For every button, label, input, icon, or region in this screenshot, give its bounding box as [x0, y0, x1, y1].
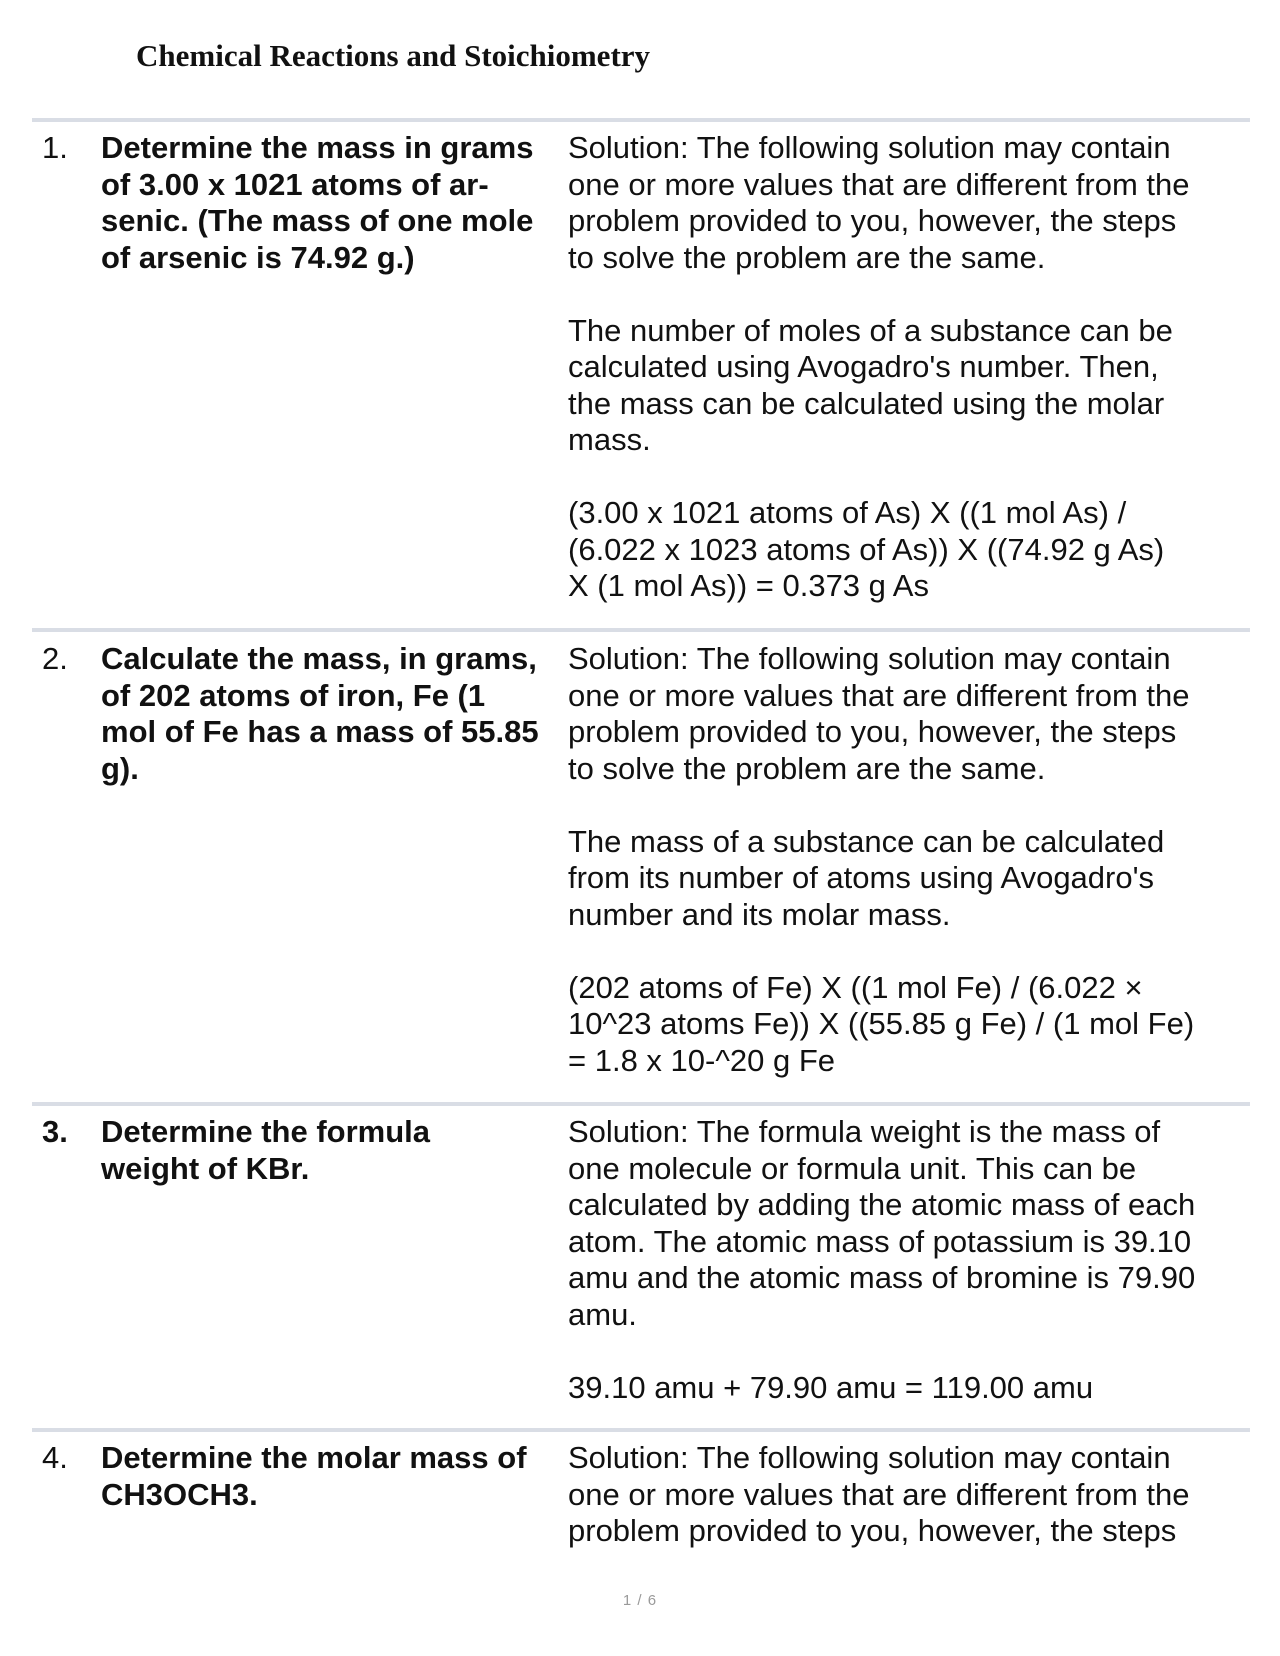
question-line: of 3.00 x 1021 atoms of ar- [101, 166, 489, 202]
question-number: 2. [42, 641, 68, 676]
question-line: of arsenic is 74.92 g.) [101, 239, 415, 275]
solution-text [568, 130, 1258, 605]
solution-paragraph [568, 130, 1258, 276]
solution-line: The mass of a substance can be calculated [568, 823, 1165, 859]
question-number: 4. [42, 1440, 68, 1475]
question-line: Determine the mass in grams [101, 130, 534, 165]
solution-line: X (1 mol As)) = 0.373 g As [568, 568, 929, 603]
question-line: Calculate the mass, in grams, [101, 641, 537, 676]
solution-line: mass. [568, 422, 651, 457]
solution-line: Solution: The following solution may contain [568, 130, 1171, 165]
solution-line: atom. The atomic mass of potassium is 39.10 [568, 1223, 1192, 1259]
question-line: senic. (The mass of one mole [101, 203, 534, 238]
solution-line: problem provided to you, however, the steps [568, 1513, 1177, 1548]
solution-line: 39.10 amu + 79.90 amu = 119.00 amu [568, 1369, 1094, 1405]
question-line: CH3OCH3. [101, 1476, 258, 1512]
solution-line: amu and the atomic mass of bromine is 79.90 [568, 1260, 1196, 1295]
solution-line: to solve the problem are the same. [568, 239, 1046, 275]
solution-line: calculated using Avogadro's number. Then, [568, 349, 1159, 384]
section-divider [32, 1102, 1250, 1106]
solution-paragraph [568, 313, 1258, 459]
solution-line: The number of moles of a substance can be [568, 312, 1173, 348]
question-line: weight of KBr. [101, 1150, 310, 1186]
solution-line: to solve the problem are the same. [568, 750, 1046, 786]
question-line: mol of Fe has a mass of 55.85 [101, 714, 539, 749]
solution-line: one molecule or formula unit. This can be [568, 1150, 1137, 1186]
solution-line: = 1.8 x 10-^20 g Fe [568, 1042, 836, 1078]
question-text [101, 130, 567, 276]
solution-line: one or more values that are different from the [568, 677, 1190, 713]
section-divider [32, 118, 1250, 122]
solution-line: Solution: The following solution may contain [568, 641, 1171, 676]
question-line: Determine the molar mass of [101, 1440, 527, 1475]
solution-line: from its number of atoms using Avogadro's [568, 860, 1155, 895]
question-text [101, 641, 567, 787]
solution-paragraph [568, 1114, 1258, 1333]
solution-paragraph [568, 1440, 1258, 1550]
solution-calculation [568, 1370, 1258, 1407]
solution-calculation [568, 970, 1258, 1080]
solution-line: one or more values that are different from the [568, 1476, 1190, 1512]
solution-line: (202 atoms of Fe) X ((1 mol Fe) / (6.022 × [568, 969, 1143, 1005]
solution-line: problem provided to you, however, the steps [568, 203, 1177, 238]
question-text [101, 1440, 567, 1513]
question-line: g). [101, 750, 139, 786]
solution-text [568, 1114, 1258, 1406]
page-indicator: 1 / 6 [622, 1592, 658, 1609]
solution-paragraph [568, 641, 1258, 787]
solution-line: number and its molar mass. [568, 896, 951, 932]
solution-line: Solution: The following solution may contain [568, 1440, 1171, 1475]
section-divider [32, 628, 1250, 632]
solution-text [568, 641, 1258, 1079]
question-number: 3. [42, 1114, 68, 1149]
solution-line: one or more values that are different from the [568, 166, 1190, 202]
solution-paragraph [568, 824, 1258, 934]
solution-text [568, 1440, 1258, 1550]
solution-line: (6.022 x 1023 atoms of As)) X ((74.92 g As) [568, 531, 1165, 567]
question-text [101, 1114, 567, 1187]
solution-line: the mass can be calculated using the molar [568, 385, 1165, 421]
solution-line: Solution: The formula weight is the mass of [568, 1114, 1161, 1149]
solution-line: calculated by adding the atomic mass of each [568, 1187, 1196, 1222]
question-line: Determine the formula [101, 1114, 431, 1149]
question-line: of 202 atoms of iron, Fe (1 [101, 677, 486, 713]
solution-calculation [568, 495, 1258, 605]
solution-line: problem provided to you, however, the steps [568, 714, 1177, 749]
solution-line: 10^23 atoms Fe)) X ((55.85 g Fe) / (1 mol Fe) [568, 1006, 1195, 1041]
question-number: 1. [42, 130, 68, 165]
solution-line: amu. [568, 1296, 637, 1332]
solution-line: (3.00 x 1021 atoms of As) X ((1 mol As) / [568, 495, 1127, 530]
section-divider [32, 1428, 1250, 1432]
document-title: Chemical Reactions and Stoichiometry [136, 38, 651, 73]
